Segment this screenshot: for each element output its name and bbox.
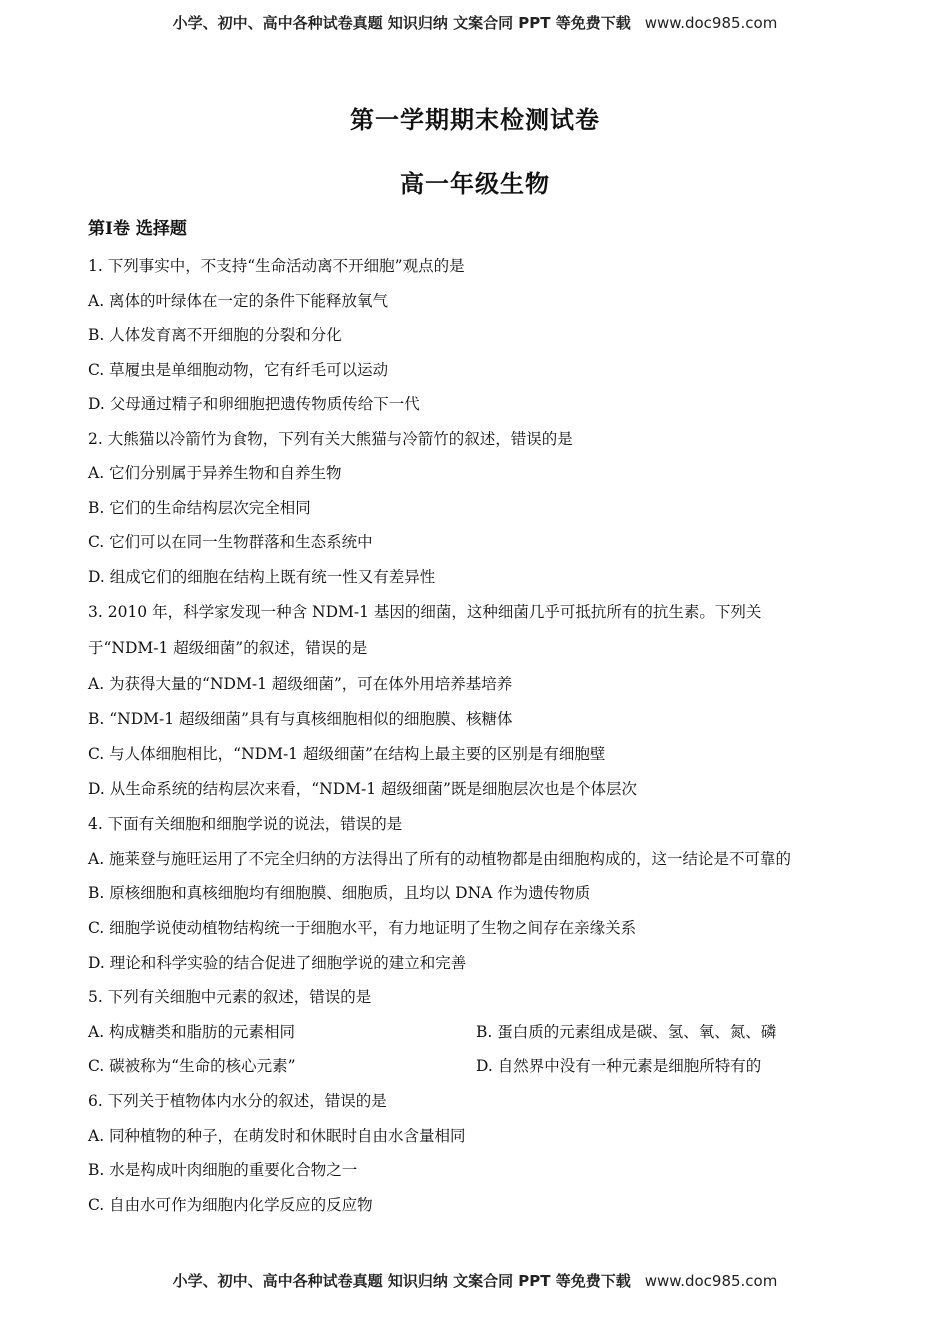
footer-banner-text: 小学、初中、高中各种试卷真题 知识归纳 文案合同 PPT 等免费下载 <box>172 1272 631 1290</box>
question-2-option-a: A. 它们分别属于异养生物和自养生物 <box>88 464 342 482</box>
question-2-option-c: C. 它们可以在同一生物群落和生态系统中 <box>88 533 373 551</box>
question-3-stem: 3. 2010 年，科学家发现一种含 NDM-1 基因的细菌，这种细菌几乎可抵抗所有的抗生素。下列关 <box>88 603 762 621</box>
question-5-option-d: D. 自然界中没有一种元素是细胞所特有的 <box>476 1057 762 1075</box>
question-1-option-b: B. 人体发育离不开细胞的分裂和分化 <box>88 326 342 344</box>
question-4-stem: 4. 下面有关细胞和细胞学说的说法，错误的是 <box>88 815 403 833</box>
question-6-option-a: A. 同种植物的种子，在萌发时和休眠时自由水含量相同 <box>88 1127 466 1145</box>
question-2-stem: 2. 大熊猫以冷箭竹为食物，下列有关大熊猫与冷箭竹的叙述，错误的是 <box>88 430 573 448</box>
question-6-option-b: B. 水是构成叶肉细胞的重要化合物之一 <box>88 1161 358 1179</box>
footer-banner <box>0 1270 950 1291</box>
question-5-option-b: B. 蛋白质的元素组成是碳、氢、氧、氮、磷 <box>476 1023 777 1041</box>
question-1-option-c: C. 草履虫是单细胞动物，它有纤毛可以运动 <box>88 361 389 379</box>
question-5-stem: 5. 下列有关细胞中元素的叙述，错误的是 <box>88 988 372 1006</box>
question-6-stem: 6. 下列关于植物体内水分的叙述，错误的是 <box>88 1092 387 1110</box>
question-1-option-a: A. 离体的叶绿体在一定的条件下能释放氧气 <box>88 292 389 310</box>
banner-link[interactable]: www.doc985.com <box>644 14 778 32</box>
footer-banner-link[interactable]: www.doc985.com <box>644 1272 778 1290</box>
question-4-option-c: C. 细胞学说使动植物结构统一于细胞水平，有力地证明了生物之间存在亲缘关系 <box>88 919 637 937</box>
page-title: 第一学期期末检测试卷 <box>350 105 600 134</box>
question-3-stem-cont: 于“NDM-1 超级细菌”的叙述，错误的是 <box>88 639 368 657</box>
question-2-option-b: B. 它们的生命结构层次完全相同 <box>88 499 311 517</box>
header-banner <box>0 12 950 33</box>
question-3-option-c: C. 与人体细胞相比，“NDM-1 超级细菌”在结构上最主要的区别是有细胞壁 <box>88 745 606 763</box>
question-5-option-a: A. 构成糖类和脂肪的元素相同 <box>88 1023 296 1041</box>
question-2-option-d: D. 组成它们的细胞在结构上既有统一性又有差异性 <box>88 568 436 586</box>
banner-text: 小学、初中、高中各种试卷真题 知识归纳 文案合同 PPT 等免费下载 <box>172 14 631 32</box>
question-1-stem: 1. 下列事实中，不支持“生命活动离不开细胞”观点的是 <box>88 257 465 275</box>
question-3-option-b: B. “NDM-1 超级细菌”具有与真核细胞相似的细胞膜、核糖体 <box>88 710 513 728</box>
question-4-option-d: D. 理论和科学实验的结合促进了细胞学说的建立和完善 <box>88 954 467 972</box>
question-3-option-d: D. 从生命系统的结构层次来看，“NDM-1 超级细菌”既是细胞层次也是个体层次 <box>88 780 637 798</box>
question-5-option-c: C. 碳被称为“生命的核心元素” <box>88 1057 296 1075</box>
question-4-option-b: B. 原核细胞和真核细胞均有细胞膜、细胞质，且均以 DNA 作为遗传物质 <box>88 884 591 902</box>
question-1-option-d: D. 父母通过精子和卵细胞把遗传物质传给下一代 <box>88 395 420 413</box>
question-3-option-a: A. 为获得大量的“NDM-1 超级细菌”，可在体外用培养基培养 <box>88 675 513 693</box>
page-subtitle: 高一年级生物 <box>400 169 550 198</box>
section-heading: 第Ⅰ卷 选择题 <box>88 219 187 239</box>
question-6-option-c: C. 自由水可作为细胞内化学反应的反应物 <box>88 1196 373 1214</box>
question-4-option-a: A. 施莱登与施旺运用了不完全归纳的方法得出了所有的动植物都是由细胞构成的，这一结论是不可靠的 <box>88 850 792 868</box>
